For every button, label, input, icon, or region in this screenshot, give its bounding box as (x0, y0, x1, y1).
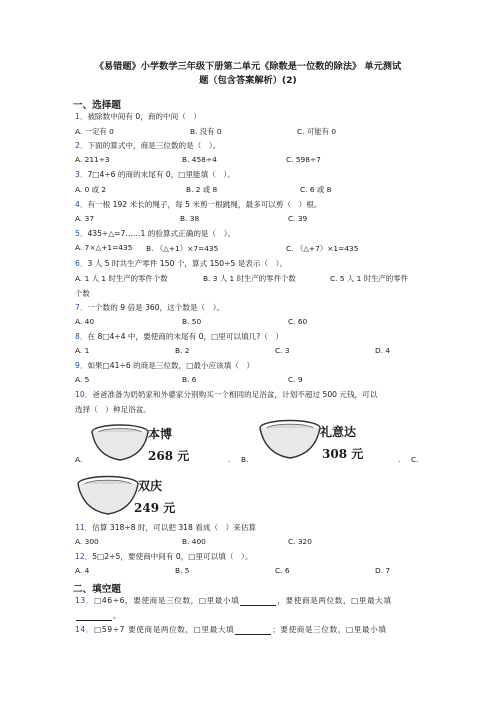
option[interactable]: B. 6 (182, 375, 197, 384)
option-a-label[interactable]: A. (75, 455, 83, 464)
question-4: 4．有一根 192 米长的绳子，每 5 米剪一根跳绳，最多可以剪（ ）根。 (75, 200, 322, 209)
question-13-continued: 。 (75, 610, 121, 621)
option[interactable]: A. 211÷3 (75, 155, 110, 164)
option[interactable]: C. 320 (288, 537, 312, 546)
option[interactable]: A. 40 (75, 317, 95, 326)
question-2: 2．下面的算式中，商是三位数的是（ ）。 (75, 141, 221, 150)
separator-dot: . (228, 455, 231, 464)
option[interactable]: B. 3 人 1 时生产的零件个数 (203, 274, 296, 283)
bowl-a-brand: 本博 (148, 427, 173, 441)
answer-blank[interactable] (235, 626, 271, 635)
question-9: 9．如果□41÷6 的商是三位数，□最小应该填（ ） (75, 361, 255, 370)
option[interactable]: A. 0 或 2 (75, 185, 107, 194)
question-6: 6．3 人 5 时共生产零件 150 个，算式 150÷5 是表示（ ）。 (75, 259, 288, 268)
question-5: 5．435÷△=7……1 的验算式正确的是（ ）。 (75, 229, 236, 238)
option[interactable]: A. 300 (75, 537, 99, 546)
bowl-c-brand: 双庆 (138, 479, 163, 493)
question-3: 3．7□4÷6 的商的末尾有 0，□里能填（ ）。 (75, 170, 235, 179)
option[interactable]: A. 1 (75, 346, 90, 355)
option[interactable]: C. 60 (288, 317, 308, 326)
bowl-a-price: 268 元 (148, 449, 190, 463)
option[interactable]: C. 5 人 1 时生产的零件 (330, 274, 409, 283)
option[interactable]: C. 6 (275, 566, 290, 575)
option[interactable]: B. 38 (180, 214, 200, 223)
answer-blank[interactable] (240, 597, 276, 606)
separator-dot: . (398, 455, 401, 464)
option[interactable]: A. 7×△+1=435 (75, 243, 133, 252)
option[interactable]: B. 458÷4 (182, 155, 217, 164)
bowl-b-brand: 礼意达 (320, 425, 357, 439)
question-12: 12．5□2÷5，要使商中间有 0，□里可以填（ ）。 (75, 552, 253, 561)
option[interactable]: A. 一定有 0 (75, 127, 114, 136)
option[interactable]: D. 4 (375, 346, 391, 355)
title-line-1: 《易错题》小学数学三年级下册第二单元《除数是一位数的除法》 单元测试 (94, 61, 402, 72)
question-8: 8．在 8□4÷4 中，要使商的末尾有 0，□里可以填几?（ ） (75, 332, 284, 341)
option[interactable]: B. 5 (175, 566, 190, 575)
question-13: 13．□46÷6，要使商是三位数，□里最小填 ，要使商是两位数，□里最大填 (75, 596, 392, 605)
option[interactable]: C. 可能有 0 (297, 127, 337, 136)
option[interactable]: B. 没有 0 (190, 127, 222, 136)
option[interactable]: B. （△+1）×7=435 (146, 244, 219, 253)
question-14: 14．□59÷7 要使商是两位数，□里最大填 ；要使商是三位数，□里最小填 (75, 625, 387, 634)
option[interactable]: B. 2 或 8 (186, 185, 218, 194)
option[interactable]: D. 7 (375, 566, 391, 575)
option[interactable]: C. 39 (288, 214, 308, 223)
option[interactable]: C. 6 或 8 (300, 185, 332, 194)
bowl-c-price: 249 元 (134, 501, 176, 515)
title-line-2: 题（包含答案解析）(2) (199, 75, 297, 86)
question-1: 1．被除数中间有 0，商的中间（ ） (75, 112, 201, 121)
answer-blank[interactable] (76, 612, 112, 621)
question-11: 11．估算 318÷8 时，可以把 318 看成（ ）来估算 (75, 523, 257, 532)
option[interactable]: C. 3 (275, 346, 290, 355)
option[interactable]: B. 2 (175, 346, 190, 355)
question-10-continued: 选择（ ）种足浴盆。 (75, 405, 151, 414)
option[interactable]: C. （△+7）×1=435 (286, 244, 359, 253)
option[interactable]: A. 37 (75, 214, 95, 223)
option-c-label[interactable]: C. (411, 455, 419, 464)
section-heading-choice: 一、选择题 (73, 100, 121, 111)
option[interactable]: B. 400 (182, 537, 206, 546)
option-b-label[interactable]: B. (241, 455, 249, 464)
option[interactable]: B. 50 (182, 317, 202, 326)
bowl-b-price: 308 元 (322, 447, 364, 461)
option[interactable]: A. 1 人 1 时生产的零件个数 (75, 274, 168, 283)
option[interactable]: A. 4 (75, 566, 90, 575)
option[interactable]: C. 9 (288, 375, 303, 384)
section-heading-fill: 二、填空题 (73, 584, 121, 595)
worksheet-page: 《易错题》小学数学三年级下册第二单元《除数是一位数的除法》 单元测试 题（包含答案解析）(2) 一、选择题 1．被除数中间有 0，商的中间（ ） A. 一定有 0 B. 没有 0 C. 可能有 0 2．下面的算式中，商是三位数的是（ ）。 A. 211÷3 B. 458÷4 C. 598÷7 3．7□4÷6 的商的末尾有 0，□里能填（ ）。 A. 0 或 2 B. 2 或 8 C. 6 或 8 4．有一根 192 米长的绳子，每 5 米剪一根跳绳，最多可以剪（ ）根。 A. 37 B. 38 C. 39 5．435÷△=7……1 的验算式正确的是（ ）。 A. 7×△+1=435 B. （△+1）×7=435 C. （△+7）×1=435 6．3 人 5 时共生产零件 150 个，算式 150÷5 是表示（ ）。 A. 1 人 1 时生产的零件个数 B. 3 人 1 时生产的零件个数 C. 5 人 1 时生产的零件 个数 7．一个数的 9 倍是 360，这个数是（ ）。 A. 40 B. 50 C. 60 8．在 8□4÷4 中，要使商的末尾有 0，□里可以填几?（ ） A. 1 B. 2 C. 3 D. 4 9．如果□41÷6 的商是三位数，□最小应该填（ ） A. 5 B. 6 C. 9 10．爸爸准备为奶奶家和外婆家分别购买一个相同的足浴盆，计划不超过 500 元钱，可以 选择（ ）种足浴盆。 A. 本博 268 元 . B. 礼意达 308 元 . C. 双庆 249 元 11．估算 318÷8 时，可以把 318 看成（ ）来估算 A. 300 B. 400 C. 320 12．5□2÷5，要使商中间有 0，□里可以填（ ）。 A. 4 B. 5 C. 6 D. 7 二、填空题 13．□46÷6，要使商是三位数，□里最小填 ，要使商是两位数，□里最大填 。 14．□59÷7 要使商是两位数，□里最大填 ；要使商是三位数，□里最小填 (0, 0, 496, 702)
option[interactable]: C. 598÷7 (286, 155, 321, 164)
option[interactable]: A. 5 (75, 375, 90, 384)
question-10: 10．爸爸准备为奶奶家和外婆家分别购买一个相同的足浴盆，计划不超过 500 元钱，可以 (75, 390, 378, 399)
question-7: 7．一个数的 9 倍是 360，这个数是（ ）。 (75, 303, 225, 312)
